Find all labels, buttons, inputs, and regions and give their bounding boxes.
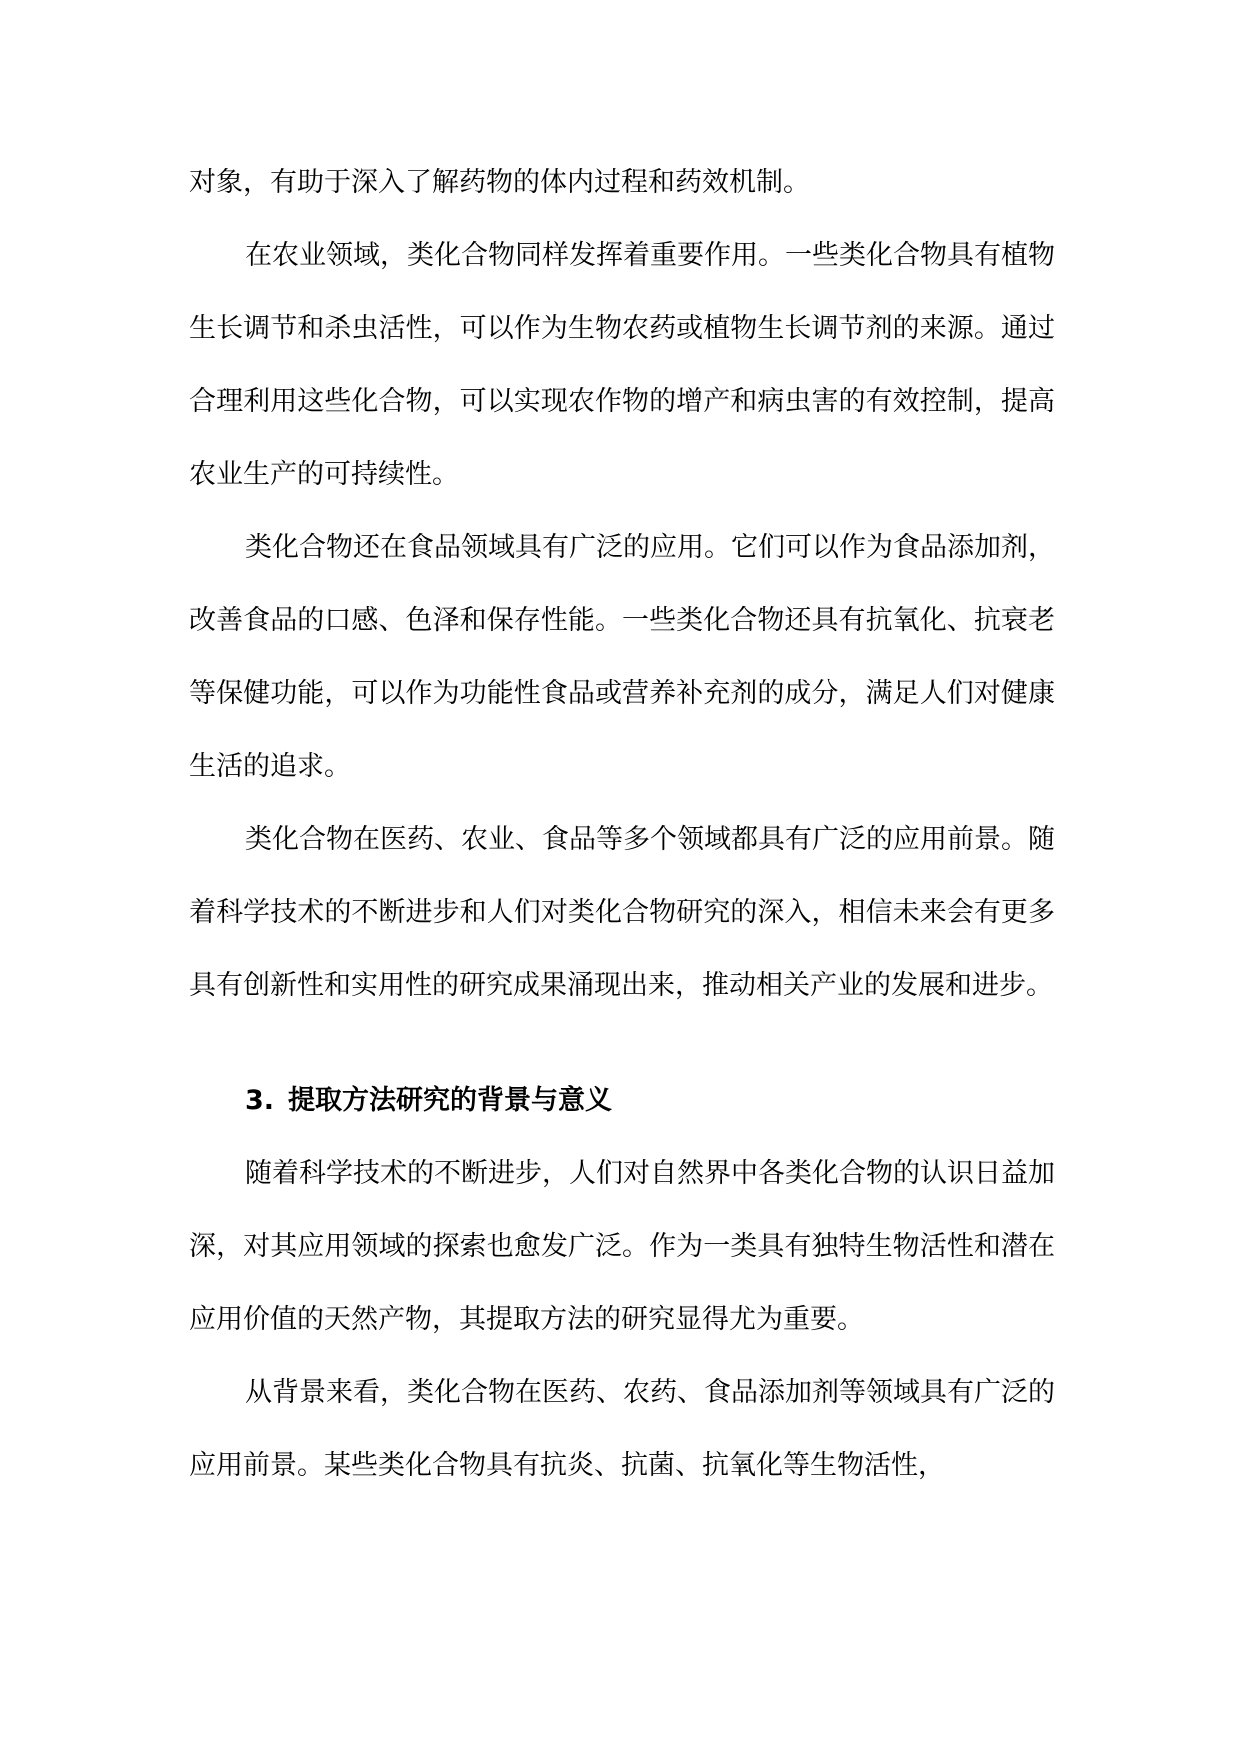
paragraph-background-intro: 随着科学技术的不断进步，人们对自然界中各类化合物的认识日益加深，对其应用领域的探索也愈发广泛。作为一类具有独特生物活性和潜在应用价值的天然产物，其提取方法的研究显得尤为重要。 <box>189 1158 1055 1335</box>
paragraph-summary: 类化合物在医药、农业、食品等多个领域都具有广泛的应用前景。随着科学技术的不断进步和人们对类化合物研究的深入，相信未来会有更多具有创新性和实用性的研究成果涌现出来，推动相关产业的发展和进步。 <box>189 824 1055 1001</box>
paragraph-continuation: 对象，有助于深入了解药物的体内过程和药效机制。 <box>189 167 810 198</box>
document-body <box>189 146 1055 1502</box>
paragraph-background-detail: 从背景来看，类化合物在医药、农药、食品添加剂等领域具有广泛的应用前景。某些类化合物具有抗炎、抗菌、抗氧化等生物活性， <box>189 1377 1055 1481</box>
paragraph-food: 类化合物还在食品领域具有广泛的应用。它们可以作为食品添加剂，改善食品的口感、色泽和保存性能。一些类化合物还具有抗氧化、抗衰老等保健功能，可以作为功能性食品或营养补充剂的成分，满足人们对健康生活的追求。 <box>189 532 1055 782</box>
paragraph-agriculture: 在农业领域，类化合物同样发挥着重要作用。一些类化合物具有植物生长调节和杀虫活性，可以作为生物农药或植物生长调节剂的来源。通过合理利用这些化合物，可以实现农作物的增产和病虫害的有效控制，提高农业生产的可持续性。 <box>189 240 1055 490</box>
section-number: 3. <box>245 1085 275 1116</box>
section-heading <box>189 1064 1055 1137</box>
section-title: 提取方法研究的背景与意义 <box>288 1085 613 1116</box>
